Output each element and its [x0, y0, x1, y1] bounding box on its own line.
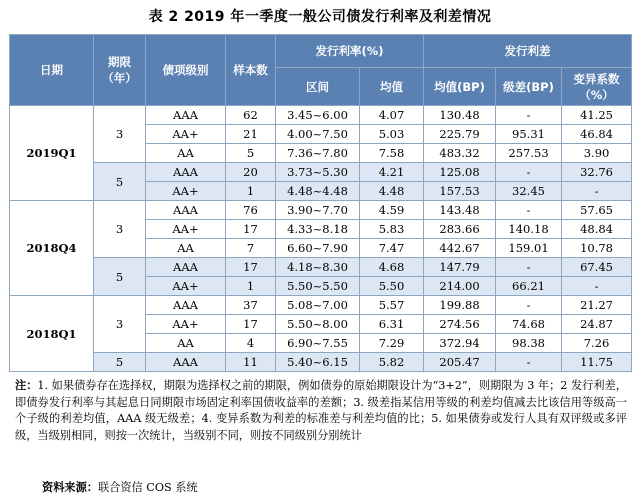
cell-term: 5 — [94, 353, 146, 372]
header-term — [94, 35, 146, 106]
cell-grade-spread: 257.53 — [496, 144, 562, 163]
cell-mean-bp: 372.94 — [424, 334, 496, 353]
cell-mean: 6.31 — [360, 315, 424, 334]
cell-cv: 7.26 — [562, 334, 632, 353]
cell-mean: 7.29 — [360, 334, 424, 353]
header-cv — [562, 68, 632, 106]
header-range: 区间 — [276, 68, 360, 106]
cell-mean-bp: 130.48 — [424, 106, 496, 125]
table-row — [10, 296, 632, 315]
cell-mean: 5.03 — [360, 125, 424, 144]
header-rating: 债项级别 — [146, 35, 226, 106]
cell-range: 6.60~7.90 — [276, 239, 360, 258]
cell-grade-spread: 95.31 — [496, 125, 562, 144]
cell-cv: 46.84 — [562, 125, 632, 144]
cell-grade-spread: 98.38 — [496, 334, 562, 353]
cell-grade-spread: - — [496, 258, 562, 277]
cell-mean-bp: 157.53 — [424, 182, 496, 201]
cell-sample: 62 — [226, 106, 276, 125]
cell-term: 3 — [94, 106, 146, 163]
cell-sample: 76 — [226, 201, 276, 220]
cell-sample: 4 — [226, 334, 276, 353]
cell-range: 5.50~8.00 — [276, 315, 360, 334]
cell-sample: 17 — [226, 258, 276, 277]
cell-rating: AA — [146, 239, 226, 258]
notes-label: 注： — [15, 378, 38, 392]
cell-mean-bp: 143.48 — [424, 201, 496, 220]
cell-sample: 5 — [226, 144, 276, 163]
cell-range: 4.33~8.18 — [276, 220, 360, 239]
cell-range: 5.08~7.00 — [276, 296, 360, 315]
cell-sample: 37 — [226, 296, 276, 315]
cell-cv: 24.87 — [562, 315, 632, 334]
cell-date: 2018Q1 — [10, 296, 94, 372]
cell-mean: 5.82 — [360, 353, 424, 372]
cell-cv: 10.78 — [562, 239, 632, 258]
cell-rating: AA+ — [146, 182, 226, 201]
cell-sample: 1 — [226, 182, 276, 201]
header-mean: 均值 — [360, 68, 424, 106]
cell-mean-bp: 225.79 — [424, 125, 496, 144]
cell-rating: AAA — [146, 258, 226, 277]
cell-cv: 3.90 — [562, 144, 632, 163]
cell-mean: 7.47 — [360, 239, 424, 258]
cell-mean-bp: 483.32 — [424, 144, 496, 163]
cell-mean: 7.58 — [360, 144, 424, 163]
cell-rating: AAA — [146, 296, 226, 315]
cell-mean-bp: 125.08 — [424, 163, 496, 182]
cell-term: 3 — [94, 296, 146, 353]
cell-mean-bp: 283.66 — [424, 220, 496, 239]
cell-cv: 57.65 — [562, 201, 632, 220]
table-row — [10, 258, 632, 277]
cell-sample: 20 — [226, 163, 276, 182]
cell-range: 3.90~7.70 — [276, 201, 360, 220]
header-rate-group: 发行利率(%) — [276, 35, 424, 68]
cell-mean-bp: 147.79 — [424, 258, 496, 277]
cell-term: 5 — [94, 163, 146, 201]
table-title: 表 2 2019 年一季度一般公司债发行利率及利差情况 — [148, 9, 492, 25]
cell-sample: 7 — [226, 239, 276, 258]
cell-mean: 5.50 — [360, 277, 424, 296]
source-text: 联合资信 COS 系统 — [97, 481, 198, 494]
cell-grade-spread: 159.01 — [496, 239, 562, 258]
header-sample: 样本数 — [226, 35, 276, 106]
source-label: 资料来源： — [42, 480, 98, 494]
cell-rating: AA — [146, 144, 226, 163]
cell-cv: 21.27 — [562, 296, 632, 315]
cell-grade-spread: 32.45 — [496, 182, 562, 201]
cell-mean: 5.57 — [360, 296, 424, 315]
cell-range: 4.00~7.50 — [276, 125, 360, 144]
cell-term: 5 — [94, 258, 146, 296]
cell-rating: AAA — [146, 353, 226, 372]
cell-date: 2018Q4 — [10, 201, 94, 296]
header-grade-spread: 级差(BP) — [496, 68, 562, 106]
cell-range: 4.48~4.48 — [276, 182, 360, 201]
data-table — [9, 34, 632, 372]
cell-grade-spread: 140.18 — [496, 220, 562, 239]
cell-grade-spread: 74.68 — [496, 315, 562, 334]
cell-mean-bp: 205.47 — [424, 353, 496, 372]
cell-rating: AA+ — [146, 277, 226, 296]
cell-range: 5.40~6.15 — [276, 353, 360, 372]
cell-range: 4.18~8.30 — [276, 258, 360, 277]
cell-rating: AAA — [146, 106, 226, 125]
cell-grade-spread: - — [496, 163, 562, 182]
cell-grade-spread: - — [496, 106, 562, 125]
cell-range: 3.73~5.30 — [276, 163, 360, 182]
cell-sample: 1 — [226, 277, 276, 296]
notes-text: 1. 如果债券存在选择权，期限为选择权之前的期限，例如债券的原始期限设计为“3+2”，则期限为 3 年；2 发行利差，即债券发行利率与其起息日同期限市场固定利率国债收益率的差额；3. 级差指某信用等级的利差均值减去比该信用等级高一个子级的利差均值，AAA 级无级差；4. 变异系数为利差的标准差与利差均值的比；5. 如果债券或发行人具有双评级或多评级，当级别相同，则按一次统计，当级别不同，则按不同级别分别统计 — [15, 379, 627, 442]
cell-mean: 4.59 — [360, 201, 424, 220]
cell-mean-bp: 214.00 — [424, 277, 496, 296]
cell-rating: AA — [146, 334, 226, 353]
cell-cv: 41.25 — [562, 106, 632, 125]
cell-range: 3.45~6.00 — [276, 106, 360, 125]
header-mean-bp: 均值(BP) — [424, 68, 496, 106]
cell-cv: 11.75 — [562, 353, 632, 372]
cell-grade-spread: - — [496, 201, 562, 220]
source — [42, 479, 198, 495]
notes — [15, 377, 627, 444]
cell-mean-bp: 442.67 — [424, 239, 496, 258]
cell-mean: 5.83 — [360, 220, 424, 239]
cell-mean-bp: 199.88 — [424, 296, 496, 315]
table-row — [10, 353, 632, 372]
cell-sample: 21 — [226, 125, 276, 144]
cell-range: 5.50~5.50 — [276, 277, 360, 296]
table-row — [10, 163, 632, 182]
cell-grade-spread: - — [496, 353, 562, 372]
cell-range: 6.90~7.55 — [276, 334, 360, 353]
cell-rating: AA+ — [146, 220, 226, 239]
table-row — [10, 106, 632, 125]
cell-sample: 17 — [226, 315, 276, 334]
cell-mean: 4.68 — [360, 258, 424, 277]
cell-cv: 67.45 — [562, 258, 632, 277]
cell-mean: 4.07 — [360, 106, 424, 125]
cell-cv: 48.84 — [562, 220, 632, 239]
header-term-unit: （年） — [102, 71, 137, 85]
cell-rating: AAA — [146, 163, 226, 182]
cell-sample: 17 — [226, 220, 276, 239]
header-cv-label: 变异系数 — [573, 71, 620, 86]
cell-rating: AAA — [146, 201, 226, 220]
cell-cv: 32.76 — [562, 163, 632, 182]
cell-date: 2019Q1 — [10, 106, 94, 201]
cell-mean: 4.21 — [360, 163, 424, 182]
cell-mean: 4.48 — [360, 182, 424, 201]
table-row — [10, 201, 632, 220]
cell-grade-spread: 66.21 — [496, 277, 562, 296]
cell-cv: - — [562, 182, 632, 201]
cell-grade-spread: - — [496, 296, 562, 315]
header-cv-unit: （%） — [579, 87, 614, 102]
cell-range: 7.36~7.80 — [276, 144, 360, 163]
cell-rating: AA+ — [146, 125, 226, 144]
header-term-label: 期限 — [108, 55, 131, 69]
cell-cv: - — [562, 277, 632, 296]
cell-rating: AA+ — [146, 315, 226, 334]
cell-mean-bp: 274.56 — [424, 315, 496, 334]
cell-sample: 11 — [226, 353, 276, 372]
cell-term: 3 — [94, 201, 146, 258]
table-body — [10, 106, 632, 372]
header-spread-group: 发行利差 — [424, 35, 632, 68]
header-date: 日期 — [10, 35, 94, 106]
